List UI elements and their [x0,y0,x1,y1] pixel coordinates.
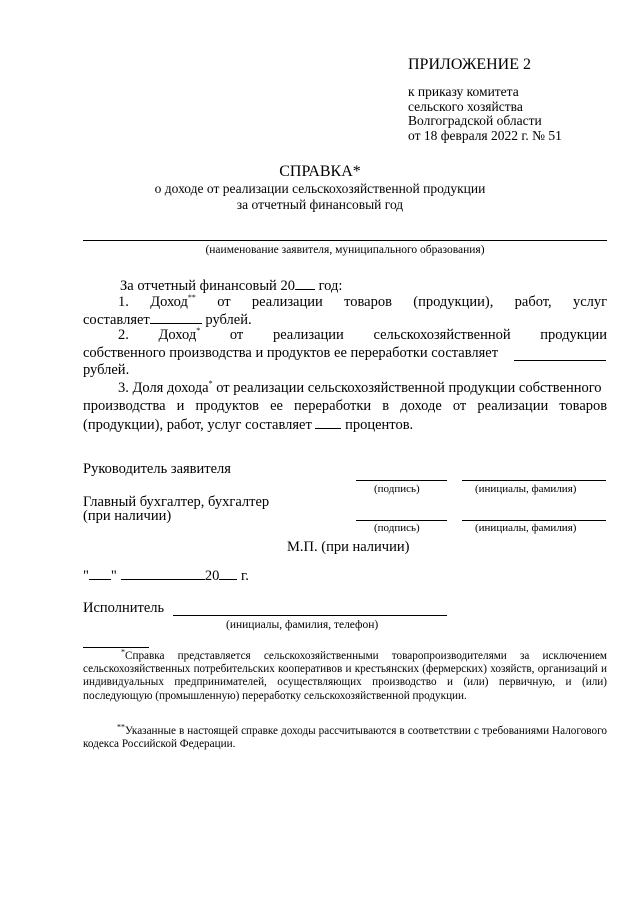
footnote-1: *Справка представляется сельскохозяйственными товаропроизводителями за исключением сельскохозяйственных потребительских кооперативов и крестьянских (фермерских) хозяйств, организаций и индивидуальных предпринимателей, осуществляющих производство и (или) первичную, и (или) последующую (промышленную) переработку сельскохозяйственной продукции. [83,647,607,702]
head-signer-label: Руководитель заявителя [83,461,231,477]
initials-caption: (инициалы, фамилия) [475,483,577,495]
item3-line2: производства и продуктов ее переработки в доходе от реализации товаров [83,398,608,414]
item3-line3: (продукции), работ, услуг составляет процентов. [83,417,414,433]
item1-line2: составляет рублей. [83,312,252,328]
subtitle-line-2: за отчетный финансовый год [236,197,404,212]
date-day-blank[interactable] [89,566,111,580]
applicant-caption: (наименование заявителя, муниципального образования) [205,244,485,256]
year-blank[interactable] [295,276,315,290]
accountant-signature-line[interactable] [356,520,447,521]
date-field: " " 20 г. [83,568,249,584]
item2-line3: рублей. [83,362,130,378]
item3-line1: 3. Доля дохода* от реализации сельскохозяйственной продукции собственного [118,379,602,396]
applicant-name-line[interactable] [83,240,607,241]
subtitle-line-1: о доходе от реализации сельскохозяйственной продукции [154,181,486,196]
order-reference [408,85,562,143]
head-signature-line[interactable] [356,480,447,481]
agri-income-blank[interactable] [514,360,606,361]
accountant-label-note: (при наличии) [83,508,172,524]
reporting-period: За отчетный финансовый 20 год: [120,278,343,294]
share-percent-blank[interactable] [315,415,341,429]
head-initials-line[interactable] [462,480,606,481]
order-line: от 18 февраля 2022 г. № 51 [408,127,562,143]
document-title: СПРАВКА* [279,163,361,180]
stamp-label: М.П. (при наличии) [287,539,410,555]
executor-caption: (инициалы, фамилия, телефон) [226,619,379,631]
order-line: Волгоградской области [408,113,542,128]
accountant-label: Главный бухгалтер, бухгалтер [83,494,270,510]
order-line: сельского хозяйства [408,98,523,114]
footnote-2: **Указанные в настоящей справке доходы рассчитываются в соответствии с требованиями Налогового кодекса Российской Федерации. [83,722,607,751]
date-year-blank[interactable] [219,566,237,580]
document-subtitle [0,181,640,213]
income-amount-blank[interactable] [150,310,202,324]
item2-line2: собственного производства и продуктов ее переработки составляет [83,345,499,361]
initials-caption: (инициалы, фамилия) [475,522,577,534]
footnote-separator [83,647,149,648]
item2-line1: 2. Доход* от реализации сельскохозяйственной продукции [118,326,608,343]
executor-label: Исполнитель [83,600,165,616]
appendix-title: ПРИЛОЖЕНИЕ 2 [408,56,532,73]
accountant-initials-line[interactable] [462,520,606,521]
date-month-blank[interactable] [121,566,205,580]
signature-caption: (подпись) [374,483,420,495]
item1-line1: 1. Доход** от реализации товаров (продукции), работ, услуг [118,293,608,310]
order-line: к приказу комитета [408,84,519,99]
executor-line[interactable] [173,615,447,616]
signature-caption: (подпись) [374,522,420,534]
